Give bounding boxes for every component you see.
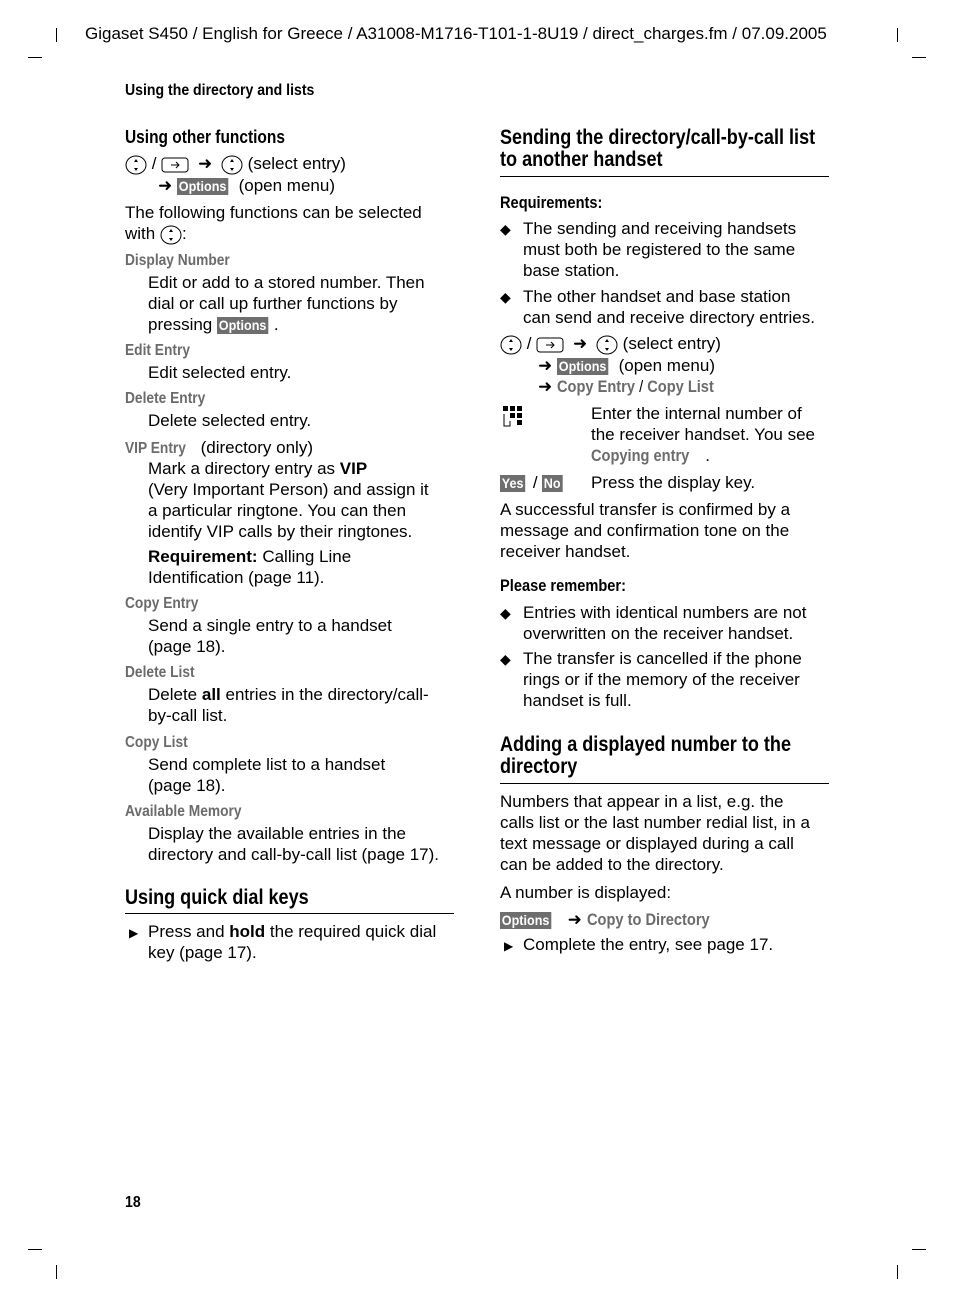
nav-instruction-line: / ➜ (select entry) <box>500 333 721 355</box>
heading-rule <box>500 783 829 784</box>
desc-line: key (page 17). <box>148 943 257 962</box>
yes-no-keys: Yes / No <box>501 473 561 492</box>
heading-rule <box>125 913 454 914</box>
crop-mark <box>912 1249 926 1250</box>
desc-line: Send complete list to a handset <box>148 755 386 774</box>
quick-dial-instruction <box>148 921 436 963</box>
crop-mark <box>897 28 898 42</box>
crop-mark <box>897 1265 898 1279</box>
complete-entry-text: Complete the entry, see page 17. <box>523 935 774 954</box>
intro-line: The following functions can be selected <box>125 203 422 222</box>
heading-rule <box>500 176 829 177</box>
desc-line: A successful transfer is confirmed by a <box>500 500 791 519</box>
keypad-icon <box>502 405 524 429</box>
control-key-icon <box>500 335 522 355</box>
bullet-line: The other handset and base station <box>523 287 791 306</box>
desc-line: Display the available entries in the <box>148 824 406 843</box>
vip-entry-desc <box>148 458 458 588</box>
remember-bullet <box>523 602 806 644</box>
crop-mark <box>28 1249 42 1250</box>
press-display-key-text: Press the display key. <box>591 473 756 492</box>
desc-line: (page 18). <box>148 776 226 795</box>
copy-entry-desc <box>148 615 392 657</box>
remember-bullet <box>523 648 802 711</box>
desc-line: text message or displayed during a call <box>500 834 794 853</box>
menu-item-delete-list: Delete List <box>125 664 195 681</box>
menu-item-copy-list: Copy List <box>125 734 188 751</box>
copy-choice-line: ➜ Copy Entry / Copy List <box>538 377 714 396</box>
display-number-desc <box>148 272 458 335</box>
requirements-heading: Requirements: <box>500 193 603 212</box>
menu-item-edit-entry: Edit Entry <box>125 342 190 359</box>
running-section-title: Using the directory and lists <box>125 82 315 99</box>
bullet-line: overwritten on the receiver handset. <box>523 624 794 643</box>
control-key-icon <box>160 225 182 245</box>
desc-line: can be added to the directory. <box>500 855 724 874</box>
desc-line: Identification (page 11). <box>148 568 325 587</box>
desc-line: by-call list. <box>148 706 228 725</box>
intro-line: with : <box>125 224 187 243</box>
action-arrow-icon: ▶ <box>129 926 139 940</box>
heading-line: Sending the directory/call-by-call list <box>500 126 816 149</box>
menu-item-copy-entry: Copy Entry <box>125 595 199 612</box>
control-key-icon <box>221 155 243 175</box>
desc-line: Copying entry . <box>591 446 711 465</box>
desc-line: a particular ringtone. You can then <box>148 501 407 520</box>
menu-key-icon <box>536 335 564 355</box>
bullet-line: handset is full. <box>523 691 632 710</box>
bullet-line: Entries with identical numbers are not <box>523 603 807 622</box>
bullet-line: base station. <box>523 261 620 280</box>
heading-sending-directory <box>500 127 815 171</box>
desc-line: (Very Important Person) and assign it <box>148 480 429 499</box>
crop-mark <box>56 1265 57 1279</box>
please-remember-heading: Please remember: <box>500 576 626 595</box>
intro-paragraph <box>125 202 455 245</box>
no-softkey[interactable]: No <box>544 475 561 492</box>
desc-line: Requirement: Calling Line <box>148 547 352 566</box>
desc-line: Send a single entry to a handset <box>148 616 392 635</box>
desc-line: directory and call-by-call list (page 17). <box>148 845 440 864</box>
crop-mark <box>912 57 926 58</box>
crop-mark <box>56 28 57 42</box>
document-header-line: Gigaset S450 / English for Greece / A31008-M1716-T101-1-8U19 / direct_charges.fm / 07.09.2005 <box>85 24 827 43</box>
desc-line: (page 18). <box>148 637 226 656</box>
bullet-line: must both be registered to the same <box>523 240 796 259</box>
crop-mark <box>28 57 42 58</box>
select-entry-text: (select entry) <box>622 334 721 353</box>
desc-line: Mark a directory entry as VIP <box>148 459 368 478</box>
heading-using-quick-dial-keys: Using quick dial keys <box>125 886 309 909</box>
page-number: 18 <box>125 1194 141 1211</box>
bullet-diamond-icon: ◆ <box>500 605 511 621</box>
desc-line: the receiver handset. You see <box>591 425 815 444</box>
options-softkey[interactable]: Options <box>178 178 227 195</box>
requirement-bullet <box>523 218 796 281</box>
success-paragraph <box>500 499 790 562</box>
yes-softkey[interactable]: Yes <box>501 475 524 492</box>
desc-line: receiver handset. <box>500 542 631 561</box>
delete-list-desc <box>148 684 429 726</box>
requirement-bullet <box>523 286 815 328</box>
available-memory-desc <box>148 823 439 865</box>
options-softkey[interactable]: Options <box>218 317 267 334</box>
bullet-line: The sending and receiving handsets <box>523 219 797 238</box>
vip-entry-row <box>125 437 313 459</box>
desc-line: Delete all entries in the directory/call- <box>148 685 429 704</box>
menu-item-delete-entry: Delete Entry <box>125 390 206 407</box>
open-menu-text: (open menu) <box>618 356 715 375</box>
adding-paragraph <box>500 791 810 875</box>
bullet-diamond-icon: ◆ <box>500 651 511 667</box>
options-softkey[interactable]: Options <box>501 912 550 929</box>
desc-line: pressing Options . <box>148 315 279 334</box>
select-entry-text: (select entry) <box>247 154 346 173</box>
heading-line: directory <box>500 755 578 778</box>
menu-item-vip-entry: VIP Entry <box>125 440 186 457</box>
control-key-icon <box>596 335 618 355</box>
edit-entry-desc: Edit selected entry. <box>148 363 292 382</box>
desc-line: Numbers that appear in a list, e.g. the <box>500 792 784 811</box>
open-menu-text: (open menu) <box>238 176 335 195</box>
keypad-instruction <box>591 403 815 466</box>
desc-line: dial or call up further functions by <box>148 294 398 313</box>
bullet-line: can send and receive directory entries. <box>523 308 815 327</box>
copy-list-desc <box>148 754 385 796</box>
delete-entry-desc: Delete selected entry. <box>148 411 312 430</box>
bullet-diamond-icon: ◆ <box>500 221 511 237</box>
number-displayed-text: A number is displayed: <box>500 883 672 902</box>
menu-item-copy-to-directory[interactable]: Copy to Directory <box>586 910 710 929</box>
desc-line: calls list or the last number redial list, in a <box>500 813 810 832</box>
desc-line: identify VIP calls by their ringtones. <box>148 522 413 541</box>
bullet-diamond-icon: ◆ <box>500 289 511 305</box>
bullet-line: rings or if the memory of the receiver <box>523 670 800 689</box>
action-arrow-icon: ▶ <box>504 939 514 953</box>
nav-instruction-line: / ➜ (select entry) <box>125 153 346 175</box>
menu-key-icon <box>161 155 189 175</box>
vip-suffix: (directory only) <box>200 438 313 457</box>
copy-to-directory-line: Options ➜ Copy to Directory <box>501 910 710 929</box>
heading-line: to another handset <box>500 148 663 171</box>
menu-item-copy-entry[interactable]: Copy Entry / Copy List <box>556 377 714 396</box>
heading-adding-displayed-number <box>500 734 791 778</box>
desc-line: Edit or add to a stored number. Then <box>148 273 425 292</box>
menu-item-display-number: Display Number <box>125 252 230 269</box>
options-softkey[interactable]: Options <box>558 358 607 375</box>
heading-line: Adding a displayed number to the <box>500 733 791 756</box>
control-key-icon <box>125 155 147 175</box>
bullet-line: The transfer is cancelled if the phone <box>523 649 802 668</box>
heading-using-other-functions: Using other functions <box>125 127 285 147</box>
open-menu-line: ➜ Options (open menu) <box>538 356 715 375</box>
menu-item-available-memory: Available Memory <box>125 803 242 820</box>
desc-line: Press and hold the required quick dial <box>148 922 437 941</box>
desc-line: Enter the internal number of <box>591 404 802 423</box>
open-menu-line: ➜ Options (open menu) <box>158 176 335 195</box>
desc-line: message and confirmation tone on the <box>500 521 790 540</box>
